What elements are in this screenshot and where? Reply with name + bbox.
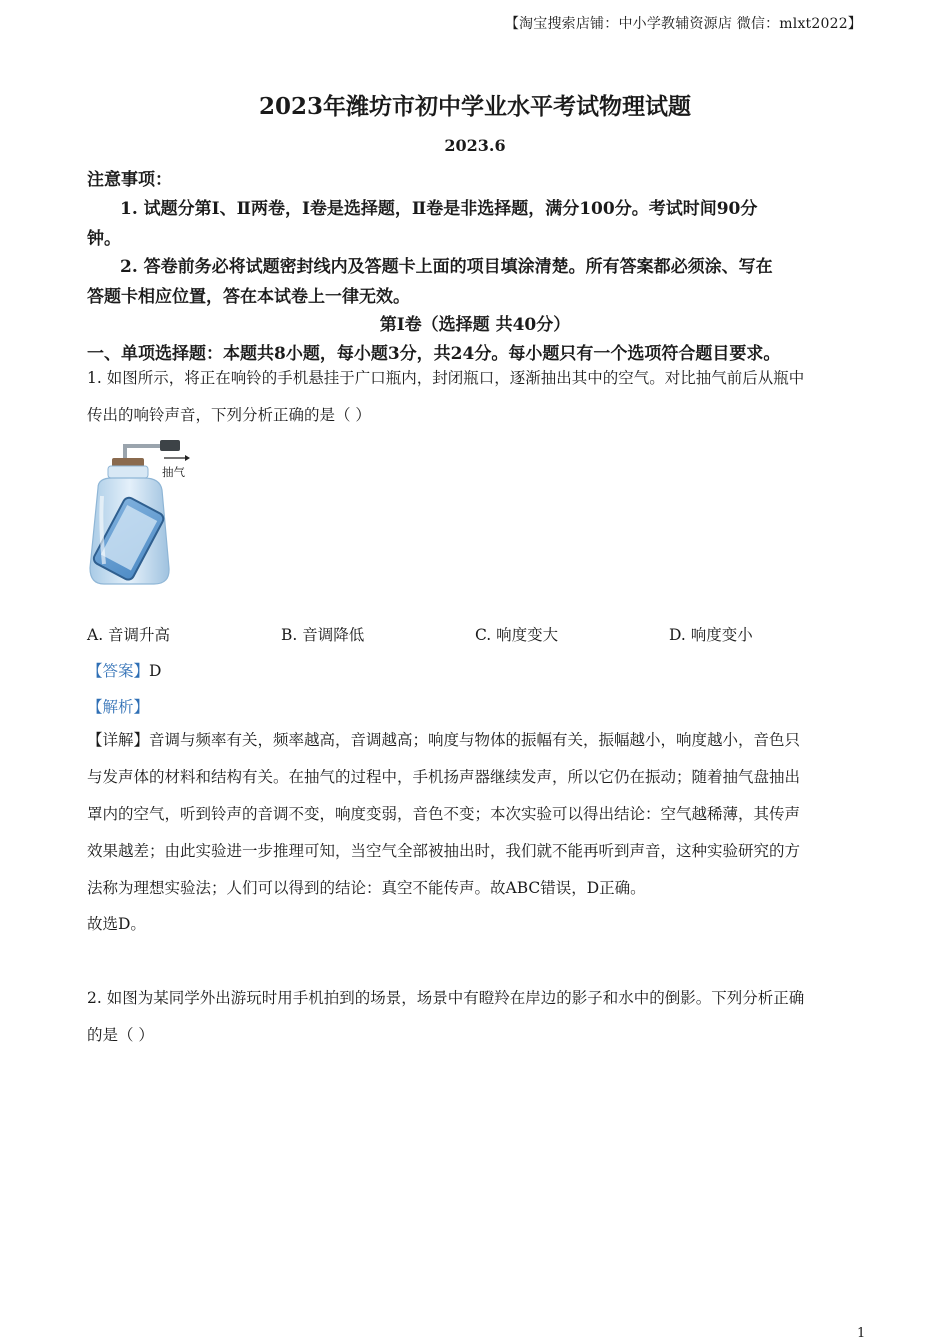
question-2-line-2: 的是（ ） (87, 1026, 154, 1044)
notice-heading: 注意事项： (87, 170, 172, 190)
detail-explanation (87, 722, 865, 907)
notice-item-1-line-1: 1. 试题分第Ⅰ、Ⅱ两卷，Ⅰ卷是选择题，Ⅱ卷是非选择题，满分100分。考试时间90分 (120, 199, 758, 219)
option-c: C. 响度变大 (475, 626, 559, 644)
notice-item-1-line-2: 钟。 (87, 229, 121, 249)
header-note: 【淘宝搜索店铺：中小学教辅资源店 微信：mlxt2022】 (504, 16, 862, 32)
tube-horizontal (123, 444, 163, 448)
page-title: 2023年潍坊市初中学业水平考试物理试题 (258, 93, 691, 120)
conclusion: 故选D。 (87, 915, 146, 933)
detail-line-2: 与发声体的材料和结构有关。在抽气的过程中，手机扬声器继续发声，所以它仍在振动；随着抽气盘抽出 (87, 768, 801, 786)
bell-jar-figure (84, 436, 204, 594)
question-2-stem (87, 980, 865, 1054)
analysis-tag: 【解析】 (87, 698, 150, 716)
detail-line-1: 【详解】音调与频率有关，频率越高，音调越高；响度与物体的振幅有关，振幅越小，响度越小，音色只 (87, 731, 801, 749)
notice-item-2-line-1: 2. 答卷前务必将试题密封线内及答题卡上面的项目填涂清楚。所有答案都必须涂、写在 (120, 257, 773, 277)
option-d: D. 响度变小 (669, 626, 753, 644)
page-number: 1 (857, 1326, 866, 1341)
detail-tag: 【详解】 (87, 731, 150, 749)
answer-tag: 【答案】 (87, 662, 150, 680)
pump-out-label: 抽气 (162, 465, 185, 479)
question-2-line-1: 2. 如图为某同学外出游玩时用手机拍到的场景，场景中有瞪羚在岸边的影子和水中的倒影。下列分析正确 (87, 989, 805, 1007)
detail-line-3: 罩内的空气，听到铃声的音调不变，响度变弱，音色不变；本次实验可以得出结论：空气越稀薄，其传声 (87, 805, 801, 823)
answer-value: D (149, 662, 162, 680)
detail-line-4: 效果越差；由此实验进一步推理可知，当空气全部被抽出时，我们就不能再听到声音，这种实验研究的方 (87, 842, 801, 860)
bell-jar-illustration (84, 436, 204, 594)
option-a: A. 音调升高 (87, 626, 171, 644)
arrow-head-icon (185, 455, 190, 461)
question-1-stem (87, 360, 865, 434)
notice-item-2-line-2: 答题卡相应位置，答在本试卷上一律无效。 (87, 287, 410, 307)
option-b: B. 音调降低 (281, 626, 365, 644)
part-title: 一、单项选择题：本题共8小题，每小题3分，共24分。每小题只有一个选项符合题目要求。 (87, 344, 781, 364)
answer-row (87, 659, 161, 681)
question-1-line-2: 传出的响铃声音，下列分析正确的是（ ） (87, 406, 371, 424)
exam-date: 2023.6 (444, 136, 506, 155)
section-title: 第Ⅰ卷（选择题 共40分） (379, 315, 571, 335)
detail-line-5: 法称为理想实验法；人们可以得到的结论：真空不能传声。故ABC错误，D正确。 (87, 879, 646, 897)
valve-icon (160, 440, 180, 451)
question-1-line-1: 1. 如图所示，将正在响铃的手机悬挂于广口瓶内，封闭瓶口，逐渐抽出其中的空气。对比抽气前后从瓶中 (87, 369, 805, 387)
